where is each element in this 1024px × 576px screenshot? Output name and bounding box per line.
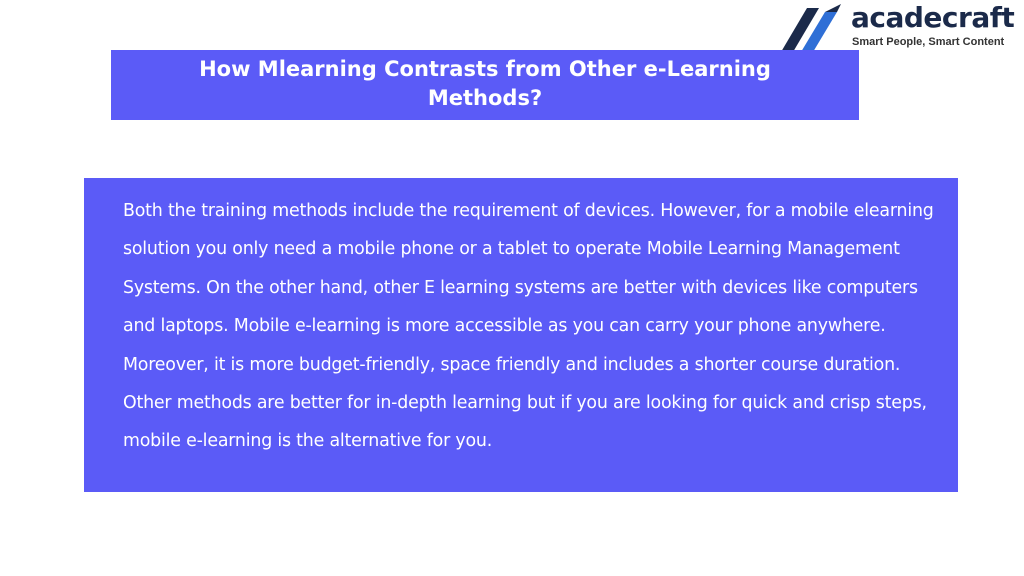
slide-title: How Mlearning Contrasts from Other e-Learning Methods?	[199, 57, 771, 110]
title-banner	[111, 50, 859, 120]
logo-name: acadecraft	[851, 1, 1015, 34]
content-panel	[84, 178, 958, 492]
logo-tagline: Smart People, Smart Content	[852, 36, 1005, 48]
body-paragraph: Both the training methods include the requirement of devices. However, for a mobile elearning solution you only need a mobile phone or a tablet to operate Mobile Learning Management Systems. On the other hand, other E learning systems are better with devices like computers and laptops. Mobile e-learning is more accessible as you can carry your phone anywhere. Moreover, it is more budget-friendly, space friendly and includes a shorter course duration. Other methods are better for in-depth learning but if you are looking for quick and crisp steps, mobile e-learning is the alternative for you.	[123, 201, 934, 452]
